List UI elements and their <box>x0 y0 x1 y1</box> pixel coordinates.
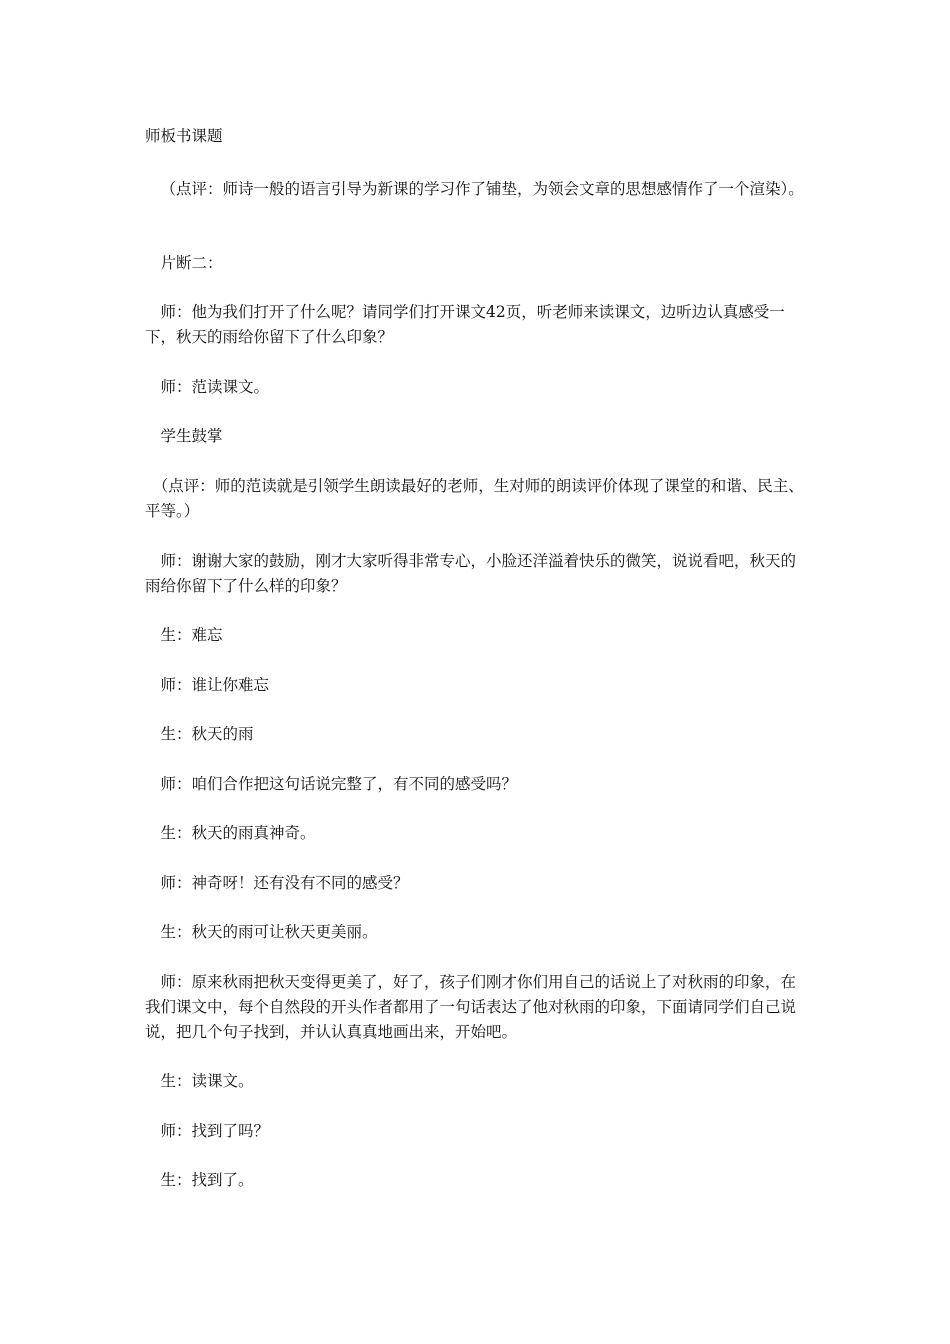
paragraph-student-3: 生：秋天的雨真神奇。 <box>160 824 316 842</box>
paragraph-heading: 师板书课题 <box>145 127 223 145</box>
paragraph-teacher-3: 师：谢谢大家的鼓励，刚才大家听得非常专心，小脸还洋溢着快乐的微笑，说说看吧，秋天的雨给你留下了什么样的印象？ <box>145 552 797 595</box>
paragraph-teacher-7: 师：原来秋雨把秋天变得更美了，好了，孩子们刚才你们用自己的话说上了对秋雨的印象，在我们课文中，每个自然段的开头作者都用了一句话表达了他对秋雨的印象，下面请同学们自己说说，把几个句子找到，并认认真真地画出来，开始吧。 <box>145 973 797 1041</box>
paragraph-teacher-5: 师：咱们合作把这句话说完整了，有不同的感受吗？ <box>160 775 518 793</box>
paragraph-teacher-4: 师：谁让你难忘 <box>160 676 270 694</box>
paragraph-teacher-6: 师：神奇呀！还有没有不同的感受？ <box>160 874 409 892</box>
paragraph-student-1: 生：难忘 <box>160 626 223 644</box>
paragraph-student-6: 生：找到了。 <box>160 1171 254 1189</box>
paragraph-section-2: 片断二： <box>160 254 223 272</box>
paragraph-student-4: 生：秋天的雨可让秋天更美丽。 <box>160 923 378 941</box>
paragraph-comment-2: （点评：师的范读就是引领学生朗读最好的老师，生对师的朗读评价体现了课堂的和谐、民主、平等。） <box>145 477 804 520</box>
paragraph-student-2: 生：秋天的雨 <box>160 725 254 743</box>
paragraph-teacher-2: 师：范读课文。 <box>160 378 270 396</box>
paragraph-teacher-1: 师：他为我们打开了什么呢？请同学们打开课文42页，听老师来读课文，边听边认真感受一下，秋天的雨给你留下了什么印象？ <box>145 303 785 346</box>
paragraph-comment-1: （点评：师诗一般的语言引导为新课的学习作了铺垫，为领会文章的思想感情作了一个渲染）。 <box>160 180 804 198</box>
paragraph-student-5: 生：读课文。 <box>160 1072 254 1090</box>
paragraph-students-clap: 学生鼓掌 <box>160 427 223 445</box>
paragraph-teacher-8: 师：找到了吗？ <box>160 1122 270 1140</box>
